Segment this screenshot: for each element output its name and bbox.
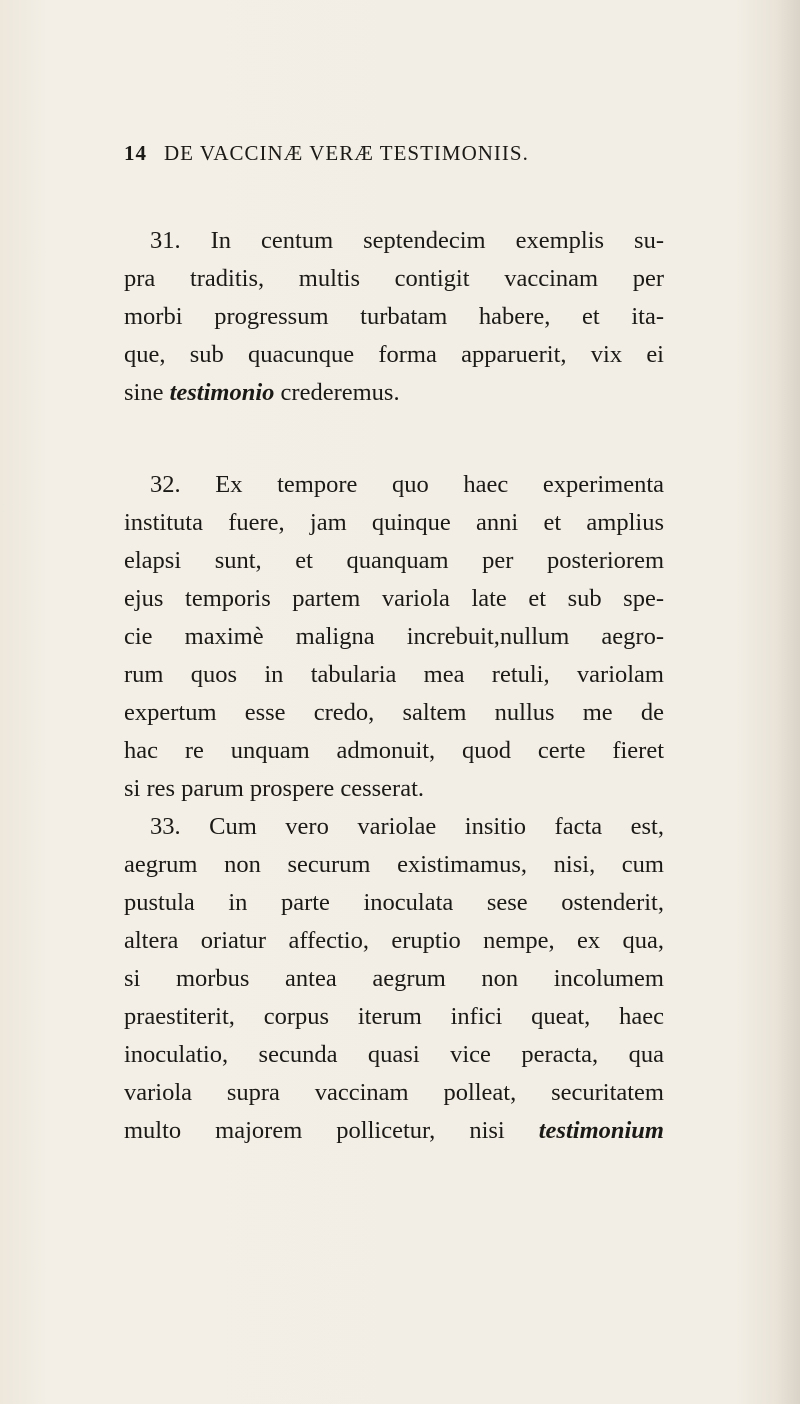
text-line: cie maximè maligna increbuit,nullum aegro- bbox=[124, 623, 664, 650]
text-line: si morbus antea aegrum non incolumem bbox=[124, 965, 664, 992]
text-line: pustula in parte inoculata sese ostenderit, bbox=[124, 889, 664, 916]
text-line: pra traditis, multis contigit vaccinam per bbox=[124, 265, 664, 292]
italic-term: testimonio bbox=[169, 379, 275, 406]
text-line: instituta fuere, jam quinque anni et amplius bbox=[124, 509, 664, 536]
text-segment: sine bbox=[124, 379, 170, 406]
text-line: 32. Ex tempore quo haec experimenta bbox=[150, 471, 664, 498]
text-line: praestiterit, corpus iterum infici queat, haec bbox=[124, 1003, 664, 1030]
text-line: inoculatio, secunda quasi vice peracta, qua bbox=[124, 1041, 664, 1068]
italic-term: testimonium bbox=[538, 1117, 664, 1144]
text-line: aegrum non securum existimamus, nisi, cum bbox=[124, 851, 664, 878]
text-line: variola supra vaccinam polleat, securitatem bbox=[124, 1079, 664, 1106]
text-line: 31. In centum septendecim exemplis su- bbox=[150, 227, 664, 254]
text-line: 33. Cum vero variolae insitio facta est, bbox=[150, 813, 664, 840]
running-header bbox=[124, 141, 664, 171]
text-line bbox=[124, 374, 664, 412]
text-line: hac re unquam admonuit, quod certe fieret bbox=[124, 737, 664, 764]
text-line: ejus temporis partem variola late et sub spe- bbox=[124, 585, 664, 612]
text-segment: multo majorem pollicetur, nisi bbox=[124, 1117, 539, 1144]
page-number: 14 bbox=[124, 141, 147, 165]
running-title: DE VACCINÆ VERÆ TESTIMONIIS. bbox=[164, 141, 529, 165]
text-line: si res parum prospere cesserat. bbox=[124, 775, 425, 802]
text-line: que, sub quacunque forma apparuerit, vix ei bbox=[124, 341, 664, 368]
text-segment: crederemus. bbox=[274, 379, 400, 406]
text-line: morbi progressum turbatam habere, et ita- bbox=[124, 303, 664, 330]
text-line: altera oriatur affectio, eruptio nempe, ex qua, bbox=[124, 927, 664, 954]
text-line: elapsi sunt, et quanquam per posteriorem bbox=[124, 547, 664, 574]
text-line: expertum esse credo, saltem nullus me de bbox=[124, 699, 664, 726]
text-line bbox=[124, 1112, 664, 1150]
text-line: rum quos in tabularia mea retuli, variolam bbox=[124, 661, 664, 688]
